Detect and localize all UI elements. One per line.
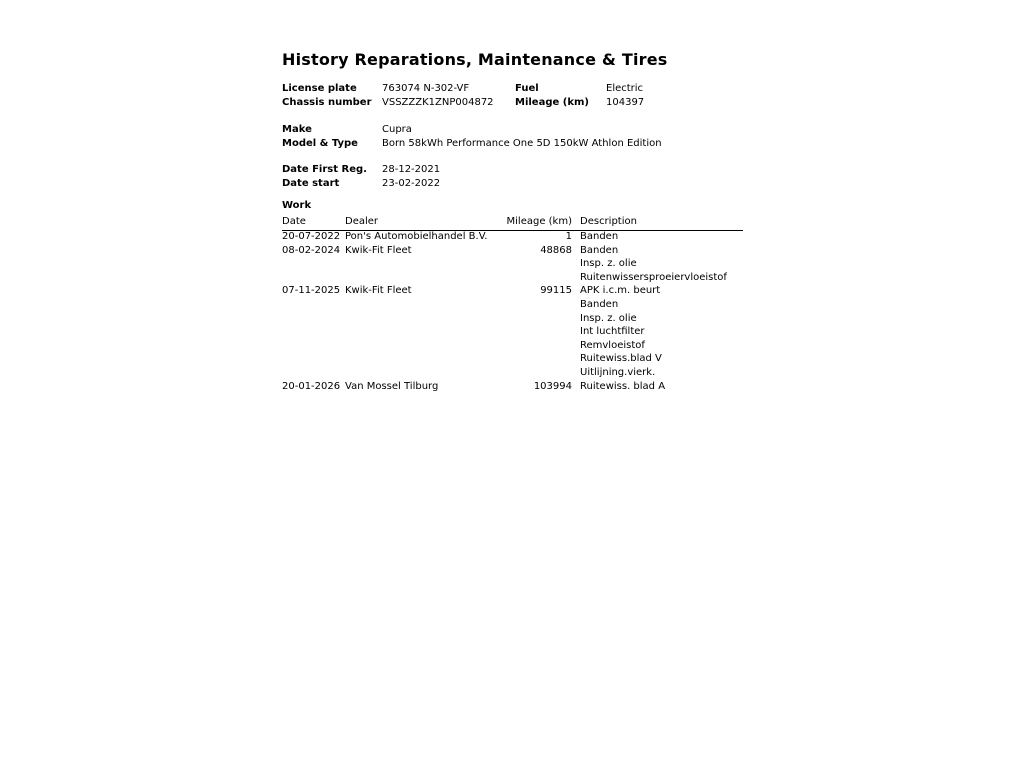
mileage-label: Mileage (km) bbox=[515, 96, 589, 108]
entry-description-item: Ruitenwissersproeiervloeistof bbox=[580, 271, 727, 283]
work-section-title: Work bbox=[282, 200, 312, 211]
table-row bbox=[282, 244, 743, 285]
first-reg-label: Date First Reg. bbox=[282, 164, 367, 175]
table-row bbox=[282, 380, 743, 394]
mileage-value: 104397 bbox=[606, 96, 645, 108]
entry-description-item: APK i.c.m. beurt bbox=[580, 285, 661, 297]
chassis-value: VSSZZZK1ZNP004872 bbox=[382, 96, 494, 108]
license-plate-label: License plate bbox=[282, 83, 357, 94]
fuel-value: Electric bbox=[606, 83, 644, 94]
header-mileage: Mileage (km) bbox=[506, 216, 572, 227]
date-start-value: 23-02-2022 bbox=[382, 177, 441, 189]
entry-descriptions bbox=[580, 284, 743, 379]
entry-dealer: Van Mossel Tilburg bbox=[345, 380, 439, 392]
entry-description-item: Insp. z. olie bbox=[580, 258, 637, 270]
table-row bbox=[282, 284, 743, 379]
date-start-label: Date start bbox=[282, 177, 340, 189]
entry-date: 08-02-2024 bbox=[282, 244, 341, 256]
entry-description-item: Int luchtfilter bbox=[580, 326, 645, 338]
entry-mileage: 1 bbox=[565, 231, 572, 242]
entry-mileage: 103994 bbox=[533, 380, 572, 392]
entry-description-item: Banden bbox=[580, 231, 619, 242]
entry-date: 07-11-2025 bbox=[282, 285, 341, 297]
header-dealer: Dealer bbox=[345, 216, 379, 227]
chassis-label: Chassis number bbox=[282, 96, 372, 108]
make-value: Cupra bbox=[382, 124, 412, 135]
entry-descriptions bbox=[580, 380, 743, 394]
entry-dealer: Pon's Automobielhandel B.V. bbox=[345, 231, 488, 242]
model-label: Model & Type bbox=[282, 137, 358, 149]
entry-dealer: Kwik-Fit Fleet bbox=[345, 285, 412, 297]
work-table-body bbox=[282, 230, 743, 393]
first-reg-value: 28-12-2021 bbox=[382, 164, 441, 175]
entry-date: 20-01-2026 bbox=[282, 380, 341, 392]
model-value: Born 58kWh Performance One 5D 150kW Athlon Edition bbox=[382, 137, 662, 149]
entry-description-item: Banden bbox=[580, 298, 619, 310]
entry-description-item: Ruitewiss. blad A bbox=[580, 380, 666, 392]
entry-descriptions bbox=[580, 244, 743, 285]
work-table-header bbox=[282, 216, 743, 231]
fuel-label: Fuel bbox=[515, 83, 539, 94]
entry-descriptions bbox=[580, 230, 743, 244]
header-description: Description bbox=[580, 216, 637, 227]
make-label: Make bbox=[282, 124, 312, 135]
entry-description-item: Insp. z. olie bbox=[580, 312, 637, 324]
table-row bbox=[282, 230, 743, 244]
entry-dealer: Kwik-Fit Fleet bbox=[345, 244, 412, 256]
header-date: Date bbox=[282, 216, 306, 227]
page-title: History Reparations, Maintenance & Tires bbox=[282, 50, 668, 69]
entry-date: 20-07-2022 bbox=[282, 231, 341, 242]
entry-description-item: Remvloeistof bbox=[580, 339, 645, 351]
license-plate-value: 763074 N-302-VF bbox=[382, 83, 470, 94]
entry-mileage: 99115 bbox=[540, 285, 572, 297]
entry-description-item: Ruitewiss.blad V bbox=[580, 353, 662, 365]
entry-mileage: 48868 bbox=[540, 244, 572, 256]
entry-description-item: Banden bbox=[580, 244, 619, 256]
entry-description-item: Uitlijning.vierk. bbox=[580, 366, 656, 378]
